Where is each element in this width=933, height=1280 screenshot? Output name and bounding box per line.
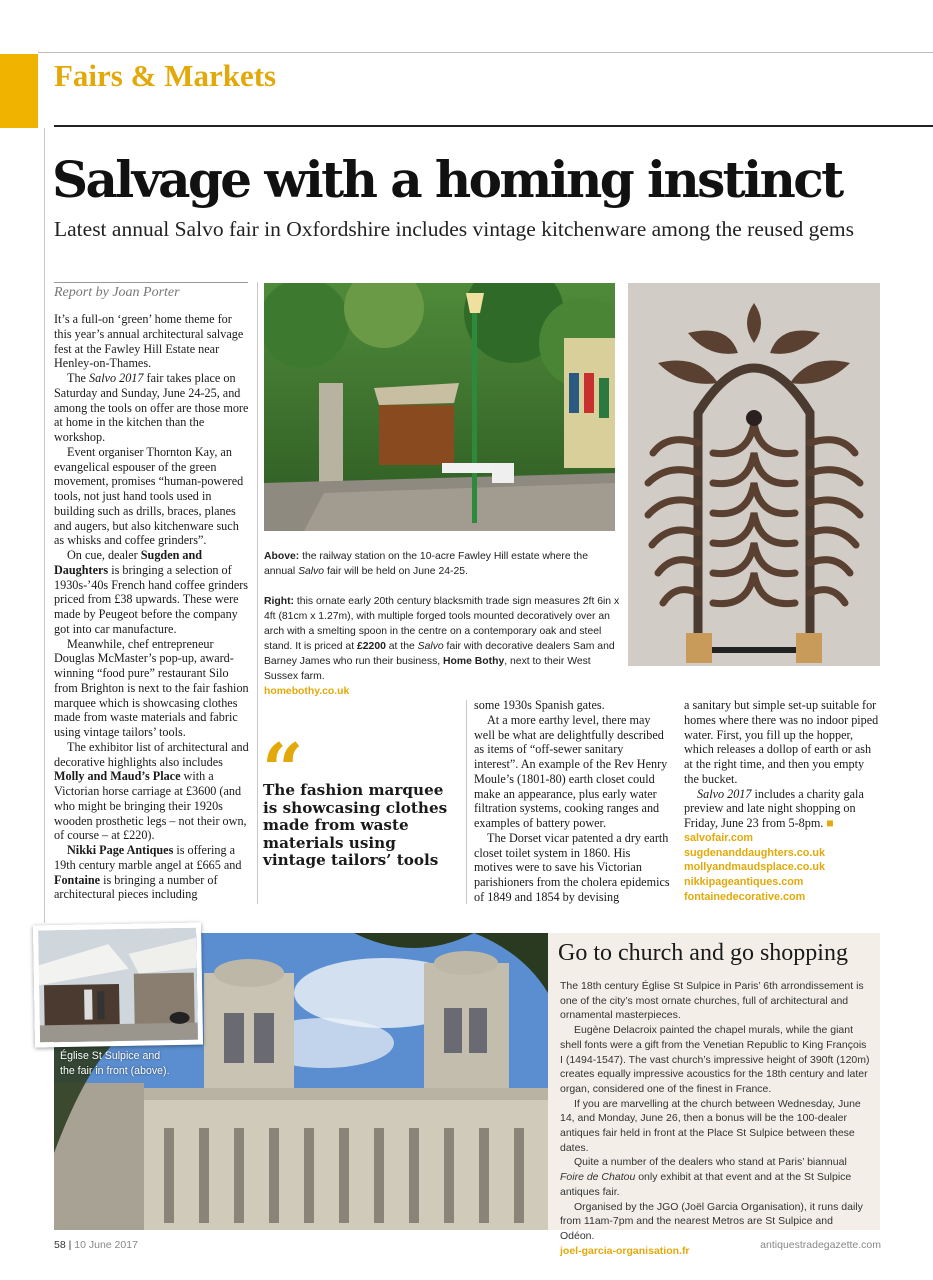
church-photo-caption: Église St Sulpice and the fair in front (above). bbox=[60, 1050, 170, 1077]
paragraph: Eugène Delacroix painted the chapel murals, while the giant shell fonts were a gift from the Venetian Republic to King François I (1494-1547). The vast church’s impressive height of 390ft (120m) creates equally impressive acoustics for the 18th century and later organ, considered one of the finest in France. bbox=[560, 1024, 870, 1095]
article-column-4 bbox=[684, 698, 880, 905]
paragraph: Meanwhile, chef entrepreneur Douglas McMaster’s pop-up, award-winning “food pure” restaurant Silo from Brighton is next to the fair fashion marquee which is showcasing clothes made from waste materials and fabric using vintage tailors’ tools. bbox=[54, 636, 249, 739]
jgo-link[interactable]: joel-garcia-organisation.fr bbox=[560, 1244, 690, 1257]
left-margin-rule bbox=[44, 128, 45, 923]
link-fontaine[interactable]: fontainedecorative.com bbox=[684, 890, 806, 903]
dealer-links bbox=[684, 831, 880, 905]
paragraph: Quite a number of the dealers who stand at Paris’ biannual Foire de Chatou only exhibit at that event and at the St Sulpice antiques fair. bbox=[560, 1156, 852, 1198]
photo-caption-right: Right: this ornate early 20th century blacksmith trade sign measures 2ft 6in x 4ft (81cm x 1.27m), with multiple forged tools mounted decoratively over an arch with a smelting spoon in the centre on a contemporary oak and steel stand. It is priced at £2200 at the Salvo fair with decorative dealers Sam and Barney James who run their business, Home Bothy, next to their West Sussex farm. homebothy.co.uk bbox=[264, 596, 620, 697]
byline: Report by Joan Porter bbox=[54, 285, 180, 300]
quote-mark-icon: “ bbox=[262, 727, 304, 812]
paragraph: The exhibitor list of architectural and decorative highlights also includes Molly and Maud’s Place with a Victorian horse carriage at £3600 (and who might be bringing their 1920s wooden prosthetic legs – not their own, of course – at £220). bbox=[54, 739, 249, 843]
page-number: 58 bbox=[54, 1239, 66, 1251]
homebothy-link[interactable]: homebothy.co.uk bbox=[264, 686, 350, 697]
header-rule bbox=[54, 125, 933, 127]
st-sulpice-fair-inset-photo bbox=[33, 923, 203, 1048]
paragraph: The 18th century Église St Sulpice in Paris’ 6th arrondissement is one of the city’s most ornate churches, full of architectural and ornamental masterpieces. bbox=[560, 980, 864, 1022]
blacksmith-trade-sign-photo bbox=[628, 283, 880, 666]
paragraph: Event organiser Thornton Kay, an evangelical espouser of the green movement, promises “human-powered tools, not just hand tools used in building such as drills, braces, planes and augers, but also kitchenware such as whisks and coffee grinders”. bbox=[54, 444, 244, 548]
paragraph: Organised by the JGO (Joël Garcia Organisation), it runs daily from 11am-7pm and the nearest Metros are St Sulpice and Odéon. bbox=[560, 1200, 863, 1242]
site-url[interactable]: antiquestradegazette.com bbox=[760, 1239, 881, 1251]
top-rule bbox=[38, 52, 933, 53]
footer-separator: | bbox=[68, 1239, 72, 1251]
end-mark-icon: ■ bbox=[826, 816, 834, 830]
byline-rule bbox=[54, 282, 248, 283]
column-rule bbox=[466, 700, 467, 904]
paragraph: It’s a full-on ‘green’ home theme for this year’s annual architectural salvage fest at the Fawley Hill Estate near Henley-on-Thames. bbox=[54, 312, 244, 371]
section-color-bar bbox=[0, 54, 38, 128]
link-nikki-page[interactable]: nikkipageantiques.com bbox=[684, 876, 804, 889]
paragraph: a sanitary but simple set-up suitable for homes where there was no indoor piped water. First, you fill up the hopper, which releases a dollop of earth or ash at the right time, and then you empty the bucket. bbox=[684, 698, 879, 786]
sidebar-text bbox=[560, 979, 870, 1258]
column-rule bbox=[257, 282, 258, 904]
link-salvofair[interactable]: salvofair.com bbox=[684, 831, 754, 844]
pull-quote: The fashion marquee is showcasing clothes made from waste materials using vintage tailors’ tools bbox=[263, 781, 448, 870]
issue-date: 10 June 2017 bbox=[74, 1239, 138, 1251]
headline: Salvage with a homing instinct bbox=[52, 150, 842, 209]
link-molly-maud[interactable]: mollyandmaudsplace.co.uk bbox=[684, 861, 826, 874]
paragraph: Salvo 2017 includes a charity gala preview and late night shopping on Friday, June 23 from 5-8pm. ■ bbox=[684, 786, 864, 830]
railway-station-photo bbox=[264, 283, 615, 531]
paragraph: Nikki Page Antiques is offering a 19th century marble angel at £665 and Fontaine is bringing a number of architectural pieces including bbox=[54, 843, 242, 902]
page-footer-left bbox=[54, 1239, 138, 1251]
sidebar-title: Go to church and go shopping bbox=[558, 940, 848, 966]
paragraph: If you are marvelling at the church between Wednesday, June 14, and Monday, June 26, then a bonus will be the 100-dealer antiques fair held in front at the Place St Sulpice between these dates. bbox=[560, 1097, 861, 1154]
standfirst: Latest annual Salvo fair in Oxfordshire includes vintage kitchenware among the reused gems bbox=[54, 217, 855, 241]
section-title: Fairs & Markets bbox=[54, 58, 277, 93]
article-column-3 bbox=[474, 698, 670, 905]
paragraph: At a more earthy level, there may well be what are delightfully described as items of “off-sewer sanitary interest”. An example of the Rev Henry Moule’s (1801-80) earth closet could make an appearance, plus early water filtration systems, cooking ranges and examples of battery power. bbox=[474, 712, 668, 830]
article-column-1 bbox=[54, 312, 250, 902]
link-sugden[interactable]: sugdenanddaughters.co.uk bbox=[684, 846, 825, 859]
paragraph: The Salvo 2017 fair takes place on Saturday and Sunday, June 24-25, and among the tools on offer are those more at home in the kitchen than the workshop. bbox=[54, 371, 249, 444]
paragraph: The Dorset vicar patented a dry earth closet toilet system in 1860. His motives were to save his Victorian parishioners from the cholera epidemics of 1849 and 1854 by devising bbox=[474, 830, 670, 904]
paragraph: On cue, dealer Sugden and Daughters is bringing a selection of 1930s-’40s French hand coffee grinders priced from £38 upwards. These were made by Peugeot before the company got into car manufacture. bbox=[54, 548, 249, 636]
photo-caption-above: Above: the railway station on the 10-acre Fawley Hill estate where the annual Salvo fair will be held on June 24-25. bbox=[264, 551, 588, 577]
paragraph: some 1930s Spanish gates. bbox=[474, 698, 605, 712]
